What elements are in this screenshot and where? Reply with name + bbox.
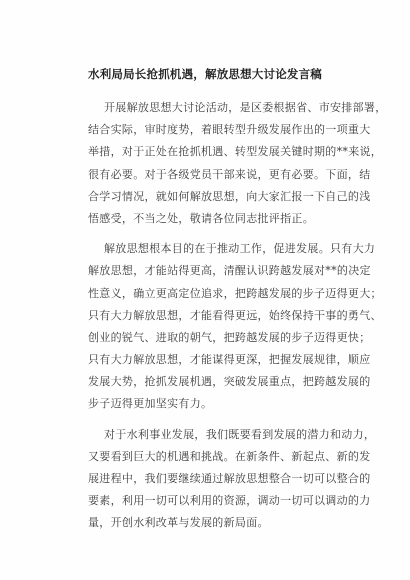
text-line: 创业的锐气、进取的朝气，把跨越发展的步子迈得更快；	[88, 330, 371, 344]
text-line: 又要看到巨大的机遇和挑战。在新条件、新起点、新的发	[88, 449, 371, 463]
text-line: 合学习情况，就如何解放思想，向大家汇报一下自己的浅	[88, 189, 371, 203]
text-line: 举措，对于正处在抢抓机遇、转型发展关键时期的**来说，	[88, 145, 383, 159]
text-line: 解放思想根本目的在于推动工作，促进发展。只有大力	[104, 242, 376, 256]
paragraph-3	[88, 424, 376, 535]
document-title: 水利局局长抢抓机遇，解放思想大讨论发言稿	[88, 67, 322, 81]
text-line: 开展解放思想大讨论活动，是区委根据省、市安排部署，	[104, 101, 387, 114]
text-line: 量，开创水利改革与发展的新局面。	[88, 516, 269, 530]
paragraph-1	[88, 97, 387, 230]
text-line: 对于水利事业发展，我们既要看到发展的潜力和动力，	[104, 427, 376, 441]
text-line: 发展大势，抢抓发展机遇，突破发展重点，把跨越发展的	[88, 375, 371, 389]
text-line: 要素，利用一切可以利用的资源，调动一切可以调动的力	[88, 494, 371, 508]
text-line: 展进程中，我们要继续通过解放思想整合一切可以整合的	[88, 472, 371, 485]
text-line: 步子迈得更加坚实有力。	[88, 397, 213, 411]
document-body	[88, 97, 387, 543]
text-line: 解放思想，才能站得更高，清醒认识跨越发展对**的决定	[88, 264, 371, 278]
text-line: 结合实际，审时度势，着眼转型升级发展作出的一项重大	[88, 123, 371, 137]
text-line: 只有大力解放思想，才能看得更远，始终保持干事的勇气、	[88, 308, 382, 322]
text-line: 性意义，确立更高定位追求，把跨越发展的步子迈得更大；	[88, 286, 382, 300]
text-line: 悟感受，不当之处，敬请各位同志批评指正。	[88, 211, 314, 225]
text-line: 只有大力解放思想，才能谋得更深，把握发展规律，顺应	[88, 353, 371, 367]
text-line: 很有必要。对于各级党员干部来说，更有必要。下面，结	[88, 167, 371, 181]
paragraph-2	[88, 238, 382, 416]
